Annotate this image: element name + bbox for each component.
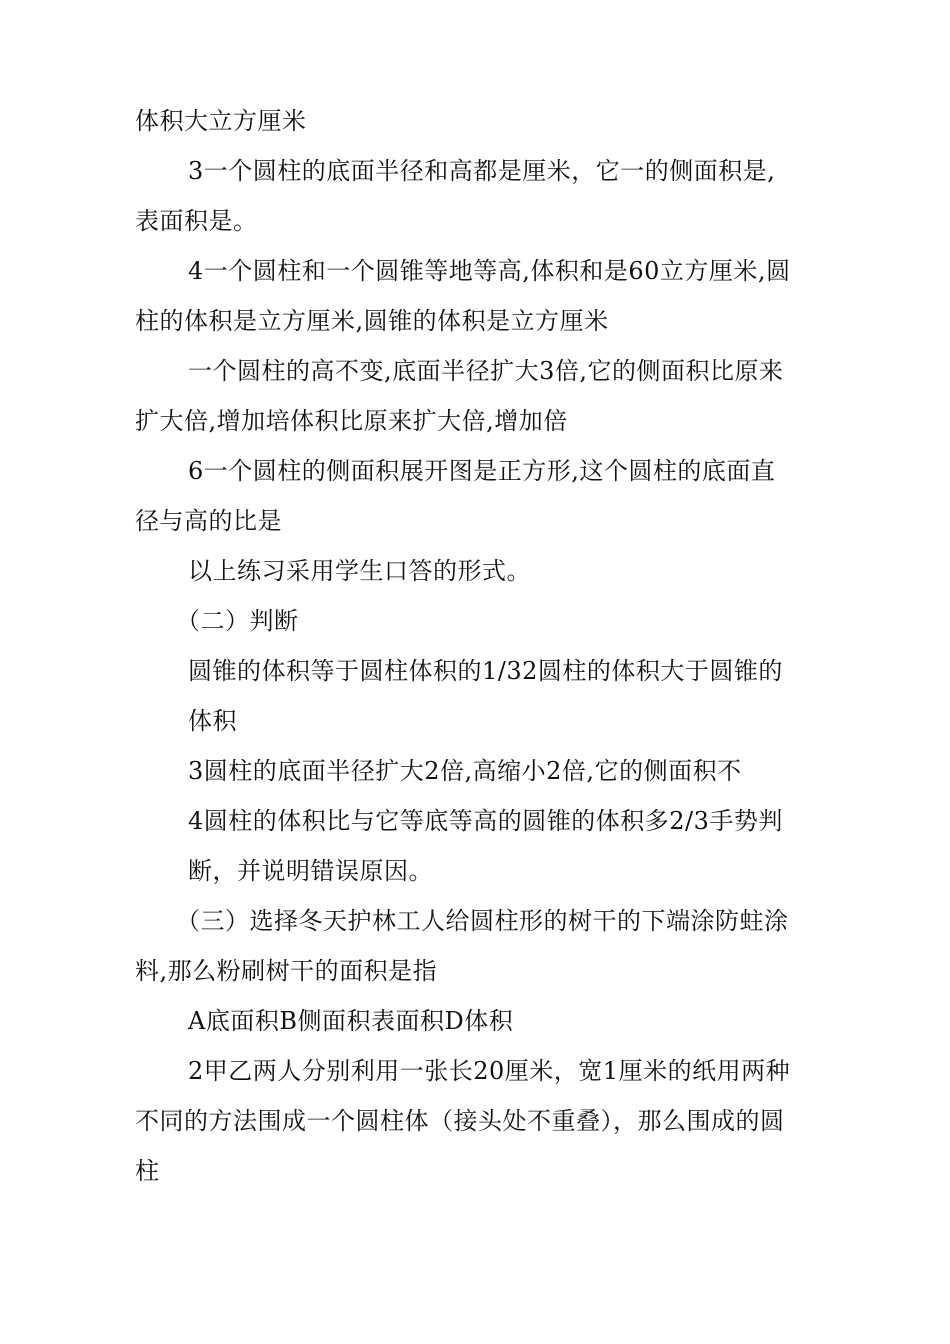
text-line: 一个圆柱的高不变,底面半径扩大3倍,它的侧面积比原来 [188,357,784,385]
text-line: 3一个圆柱的底面半径和高都是厘米，它一的侧面积是, [188,157,776,185]
text-line: 4圆柱的体积比与它等底等高的圆锥的体积多2/3手势判 [188,807,783,835]
text-line: 3圆柱的底面半径扩大2倍,高缩小2倍,它的侧面积不 [188,757,742,785]
text-line: 柱 [135,1157,160,1185]
text-line: 体积大立方厘米 [135,107,307,135]
text-line: A底面积B侧面积表面积D体积 [188,1007,514,1035]
text-line: 不同的方法围成一个圆柱体（接头处不重叠），那么围成的圆 [135,1107,785,1135]
text-line: 径与高的比是 [135,507,282,535]
section-heading: （三）选择冬天护林工人给圆柱形的树干的下端涂防蛀涂 [176,907,789,935]
text-line: 料,那么粉刷树干的面积是指 [135,957,438,985]
text-line: 断，并说明错误原因。 [188,857,433,885]
text-line: 圆锥的体积等于圆柱体积的1/32圆柱的体积大于圆锥的 [188,657,783,685]
text-line: 以上练习采用学生口答的形式。 [188,557,531,585]
text-line: 6一个圆柱的侧面积展开图是正方形,这个圆柱的底面直 [188,457,776,485]
section-heading: （二）判断 [176,607,299,635]
text-line: 扩大倍,增加培体积比原来扩大倍,增加倍 [135,407,568,435]
text-line: 2甲乙两人分别利用一张长20厘米，宽1厘米的纸用两种 [188,1057,791,1085]
text-line: 表面积是。 [135,207,258,235]
text-line: 体积 [188,707,237,735]
text-line: 柱的体积是立方厘米,圆锥的体积是立方厘米 [135,307,609,335]
text-line: 4一个圆柱和一个圆锥等地等高,体积和是60立方厘米,圆 [188,257,791,285]
